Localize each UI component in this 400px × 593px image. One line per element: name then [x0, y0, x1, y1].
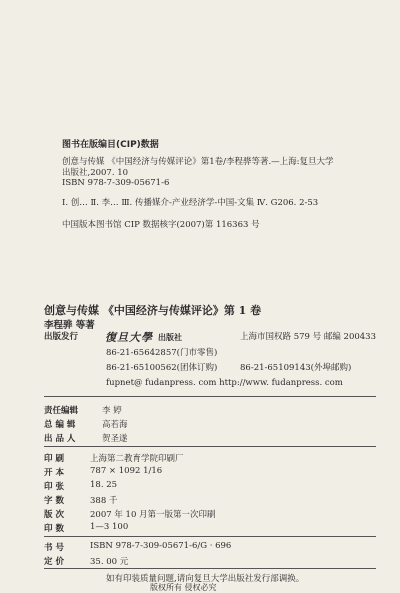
- publisher-phone-group: 86-21-65100562(团体订购): [106, 363, 218, 373]
- isbn-label: 书 号: [44, 543, 64, 553]
- editor-label: 出 品 人: [44, 434, 76, 444]
- cip-line-2: 出版社,2007. 10: [62, 168, 129, 178]
- publisher-phone-mail: 86-21-65109143(外埠邮购): [240, 363, 352, 373]
- publisher-label: 出版发行: [44, 332, 79, 342]
- publisher-logo-suffix: 出版社: [158, 333, 182, 342]
- spec-value: 18. 25: [90, 480, 118, 490]
- divider: [44, 396, 376, 397]
- spec-label: 印 刷: [44, 454, 64, 464]
- publisher-web: fupnet@ fudanpress. com http://www. fudanpress. com: [106, 378, 343, 388]
- spec-value: 388 千: [90, 496, 118, 506]
- spec-label: 印 数: [44, 524, 64, 534]
- spec-label: 字 数: [44, 496, 64, 506]
- editor-label: 责任编辑: [44, 406, 79, 416]
- spec-value: 上海第二教育学院印刷厂: [90, 454, 184, 464]
- divider: [44, 568, 376, 569]
- cip-subjects: Ⅰ. 创… Ⅱ. 李… Ⅲ. 传播媒介-产业经济学-中国-文集 Ⅳ. G206. 2-53: [62, 198, 319, 208]
- book-author: 李程骅 等著: [44, 320, 95, 331]
- quality-notice: 如有印装质量问题,请向复旦大学出版社发行部调换。: [106, 574, 305, 584]
- cip-line-1: 创意与传媒 《中国经济与传媒评论》第1卷/李程骅等著.—上海:复旦大学: [62, 157, 334, 167]
- book-title: 创意与传媒 《中国经济与传媒评论》第 1 卷: [44, 304, 262, 317]
- divider: [44, 446, 376, 447]
- price-label: 定 价: [44, 557, 64, 567]
- spec-value: 1—3 100: [90, 522, 129, 532]
- publisher-phone-retail: 86-21-65642857(门市零售): [106, 348, 218, 358]
- spec-label: 印 张: [44, 482, 64, 492]
- cip-heading: 图书在版编目(CIP)数据: [62, 140, 159, 150]
- spec-label: 开 本: [44, 468, 64, 478]
- editor-value: 高若海: [102, 420, 128, 430]
- editor-value: 贺圣遂: [102, 434, 128, 444]
- isbn-value: ISBN 978-7-309-05671-6/G · 696: [90, 541, 232, 551]
- publisher-logo: 復旦大學: [105, 331, 153, 344]
- cip-verification: 中国版本图书馆 CIP 数据核字(2007)第 116363 号: [62, 220, 260, 230]
- spec-value: 2007 年 10 月第一版第一次印刷: [90, 510, 216, 520]
- price-value: 35. 00 元: [90, 557, 129, 567]
- editor-label: 总 编 辑: [44, 420, 76, 430]
- divider: [44, 536, 376, 537]
- copyright-notice: 版权所有 侵权必究: [150, 583, 217, 592]
- editor-value: 李 婷: [102, 406, 122, 416]
- cip-isbn: ISBN 978-7-309-05671-6: [62, 178, 170, 188]
- publisher-address: 上海市国权路 579 号 邮编 200433: [240, 332, 376, 342]
- spec-label: 版 次: [44, 510, 64, 520]
- spec-value: 787 × 1092 1/16: [90, 466, 163, 476]
